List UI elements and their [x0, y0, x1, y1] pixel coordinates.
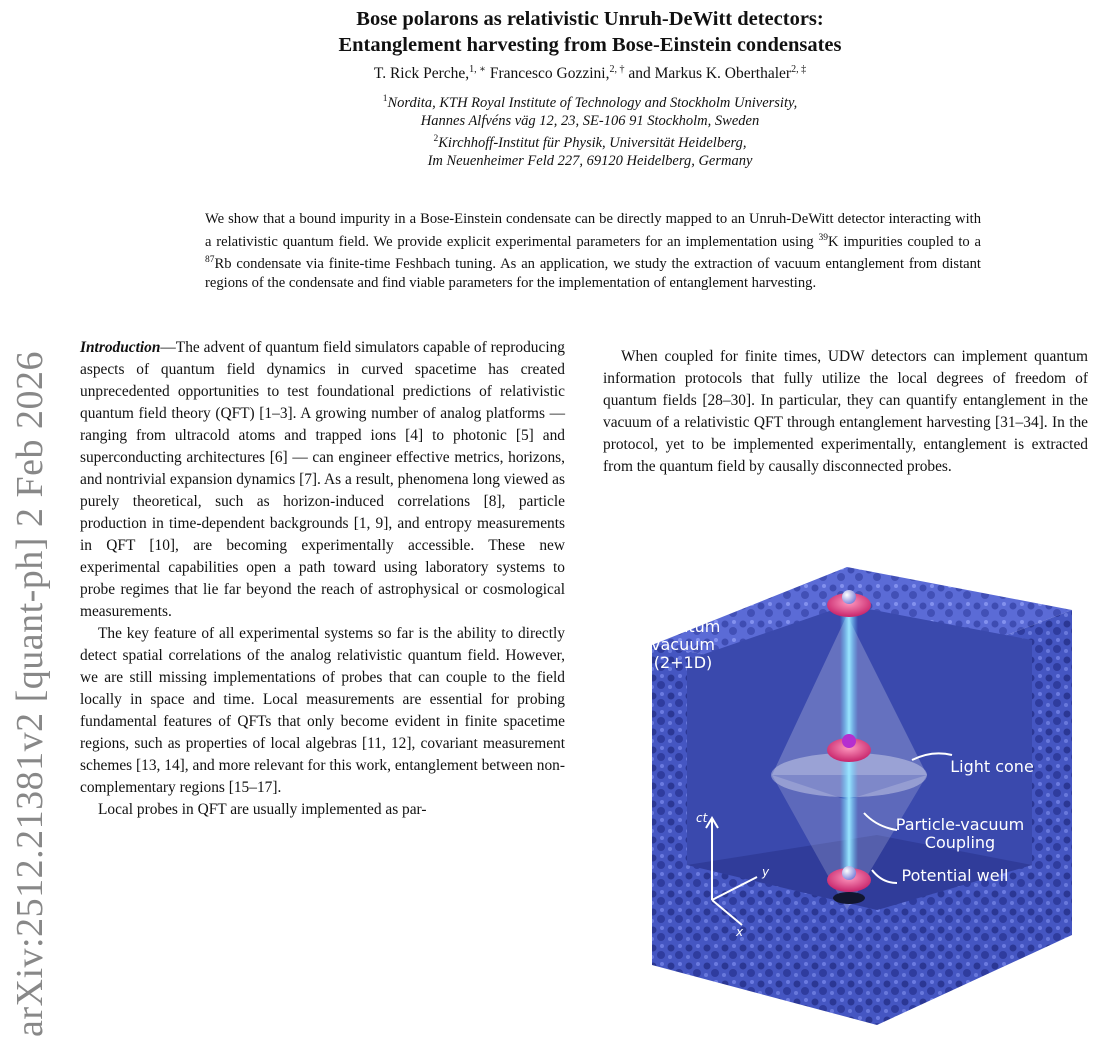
axis-label-x: x — [736, 925, 744, 939]
affiliations — [130, 90, 1050, 170]
affiliation-line: Im Neuenheimer Feld 227, 69120 Heidelberg, Germany — [427, 152, 753, 169]
body-paragraph: Local probes in QFT are usually implemented as par- — [98, 801, 427, 818]
paper-title — [130, 6, 1050, 58]
abstract: We show that a bound impurity in a Bose-Einstein condensate can be directly mapped to an Unruh-DeWitt detector interacting with a relativistic quantum field. We provide explicit experimental parameters for an implementation using $^{39}$K impurities coupled to a $^{87}$Rb condensate via finite-time Feshbach tuning. As an application, we study the extraction of vacuum entanglement from distant regions of the condensate and find viable parameters for the implementation of entanglement harvesting. — [205, 211, 981, 291]
author-affiliation-mark: 1, ∗ — [469, 64, 486, 75]
intro-paragraph: Introduction—The advent of quantum field simulators capable of reproducing aspects of quantum field dynamics in curved spacetime has created unprecedented opportunities to test foundational predictions of relativistic quantum field theory (QFT) [1–3]. A growing number of analog platforms — ranging from ultracold atoms and trapped ions [4] to photonic [5] and superconducting architectures [6] — can engineer effective metrics, horizons, and nontrivial expansion dynamics [7]. As a result, phenomena long viewed as purely theoretical, such as horizon-induced correlations [8], particle production in time-dependent backgrounds [1, 9], and entropy measurements in QFT [10], are becoming experimentally accessible. These new experimental capabilities open a path toward using laboratory systems to probe regimes that lie far beyond the reach of astrophysical or cosmological measurements. — [80, 339, 565, 620]
section-heading: Introduction — [80, 339, 161, 356]
figure-quantum-vacuum-cube — [612, 565, 1082, 1030]
label-particle-vacuum-coupling: Particle-vacuum Coupling — [895, 815, 1025, 852]
axis-label-ct: ct — [696, 811, 708, 825]
title-line-1: Bose polarons as relativistic Unruh-DeWitt detectors: — [356, 8, 824, 30]
author-affiliation-mark: 2, ‡ — [791, 64, 807, 75]
author-list — [130, 64, 1050, 83]
author-name: T. Rick Perche, — [373, 65, 470, 83]
label-light-cone: Light cone — [950, 757, 1034, 776]
affiliation-line: Hannes Alfvéns väg 12, 23, SE-106 91 Stockholm, Sweden — [420, 112, 760, 129]
left-column — [80, 337, 565, 821]
title-line-2: Entanglement harvesting from Bose-Einstein condensates — [338, 34, 842, 56]
author-name: and Markus K. Oberthaler — [628, 65, 792, 83]
right-column — [603, 346, 1088, 478]
body-paragraph: The key feature of all experimental systems so far is the ability to directly detect spatial correlations of the analog relativistic quantum field. However, we are still missing implementations of probes that can couple to the field locally in space and time. Local measurements are essential for probing fundamental features of QFTs that only become evident in finite spacetime regions, such as properties of local algebras [11, 12], covariant measurement schemes [13, 14], and more relevant for this work, entanglement between non-complementary regions [15–17]. — [80, 625, 565, 796]
affiliation-line: $^2$Kirchhoff-Institut für Physik, Universität Heidelberg, — [433, 133, 747, 151]
potential-well — [833, 892, 865, 904]
arxiv-identifier-stamp: arXiv:2512.21381v2 [quant-ph] 2 Feb 2026 — [9, 351, 51, 1037]
arrow-vacuum — [692, 593, 722, 600]
label-potential-well: Potential well — [901, 866, 1009, 885]
author-name: Francesco Gozzini, — [489, 65, 610, 83]
body-paragraph: When coupled for finite times, UDW detectors can implement quantum information protocols that fully utilize the local degrees of freedom of quantum fields [28–30]. In particular, they can quantify entanglement in the vacuum of a relativistic QFT through entanglement harvesting [31–34]. In the protocol, yet to be implemented experimentally, entanglement is extracted from the quantum field by causally disconnected probes. — [603, 348, 1088, 475]
author-affiliation-mark: 2, † — [609, 64, 625, 75]
label-quantum-vacuum: Quantum vacuum (2+1D) — [645, 617, 721, 672]
affiliation-line: $^1$Nordita, KTH Royal Institute of Technology and Stockholm University, — [382, 94, 798, 111]
axis-label-y: y — [762, 865, 770, 879]
